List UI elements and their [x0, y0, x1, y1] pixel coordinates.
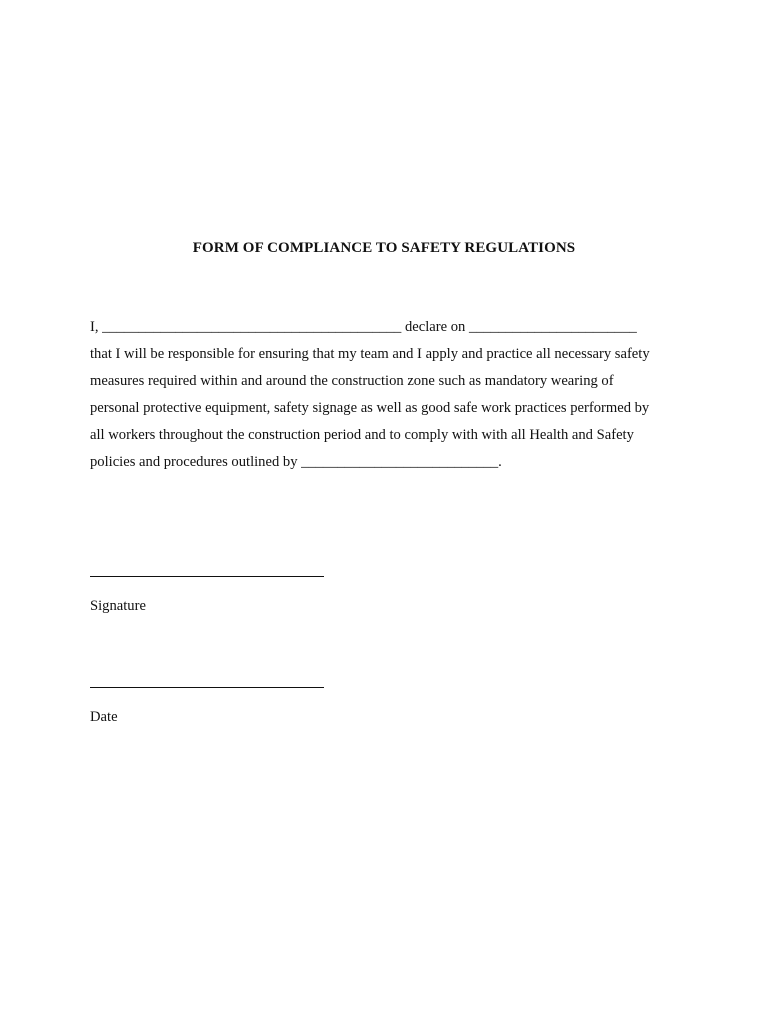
declaration-line-6: policies and procedures outlined by ___________________________.: [90, 454, 502, 470]
declaration-line-5: all workers throughout the construction period and to comply with with all Health and Safety: [90, 427, 634, 443]
date-label: Date: [90, 709, 118, 725]
signature-line: [90, 576, 324, 577]
declaration-line-2: that I will be responsible for ensuring that my team and I apply and practice all necessary safety: [90, 346, 650, 362]
declaration-line-1: I, _________________________________________ declare on _______________________: [90, 319, 637, 335]
form-title: FORM OF COMPLIANCE TO SAFETY REGULATIONS: [192, 240, 576, 256]
signature-label: Signature: [90, 598, 146, 614]
date-line: [90, 687, 324, 688]
declaration-paragraph: [90, 314, 690, 476]
declaration-line-4: personal protective equipment, safety signage as well as good safe work practices performed by: [90, 400, 650, 416]
declaration-line-3: measures required within and around the construction zone such as mandatory wearing of: [90, 373, 614, 389]
